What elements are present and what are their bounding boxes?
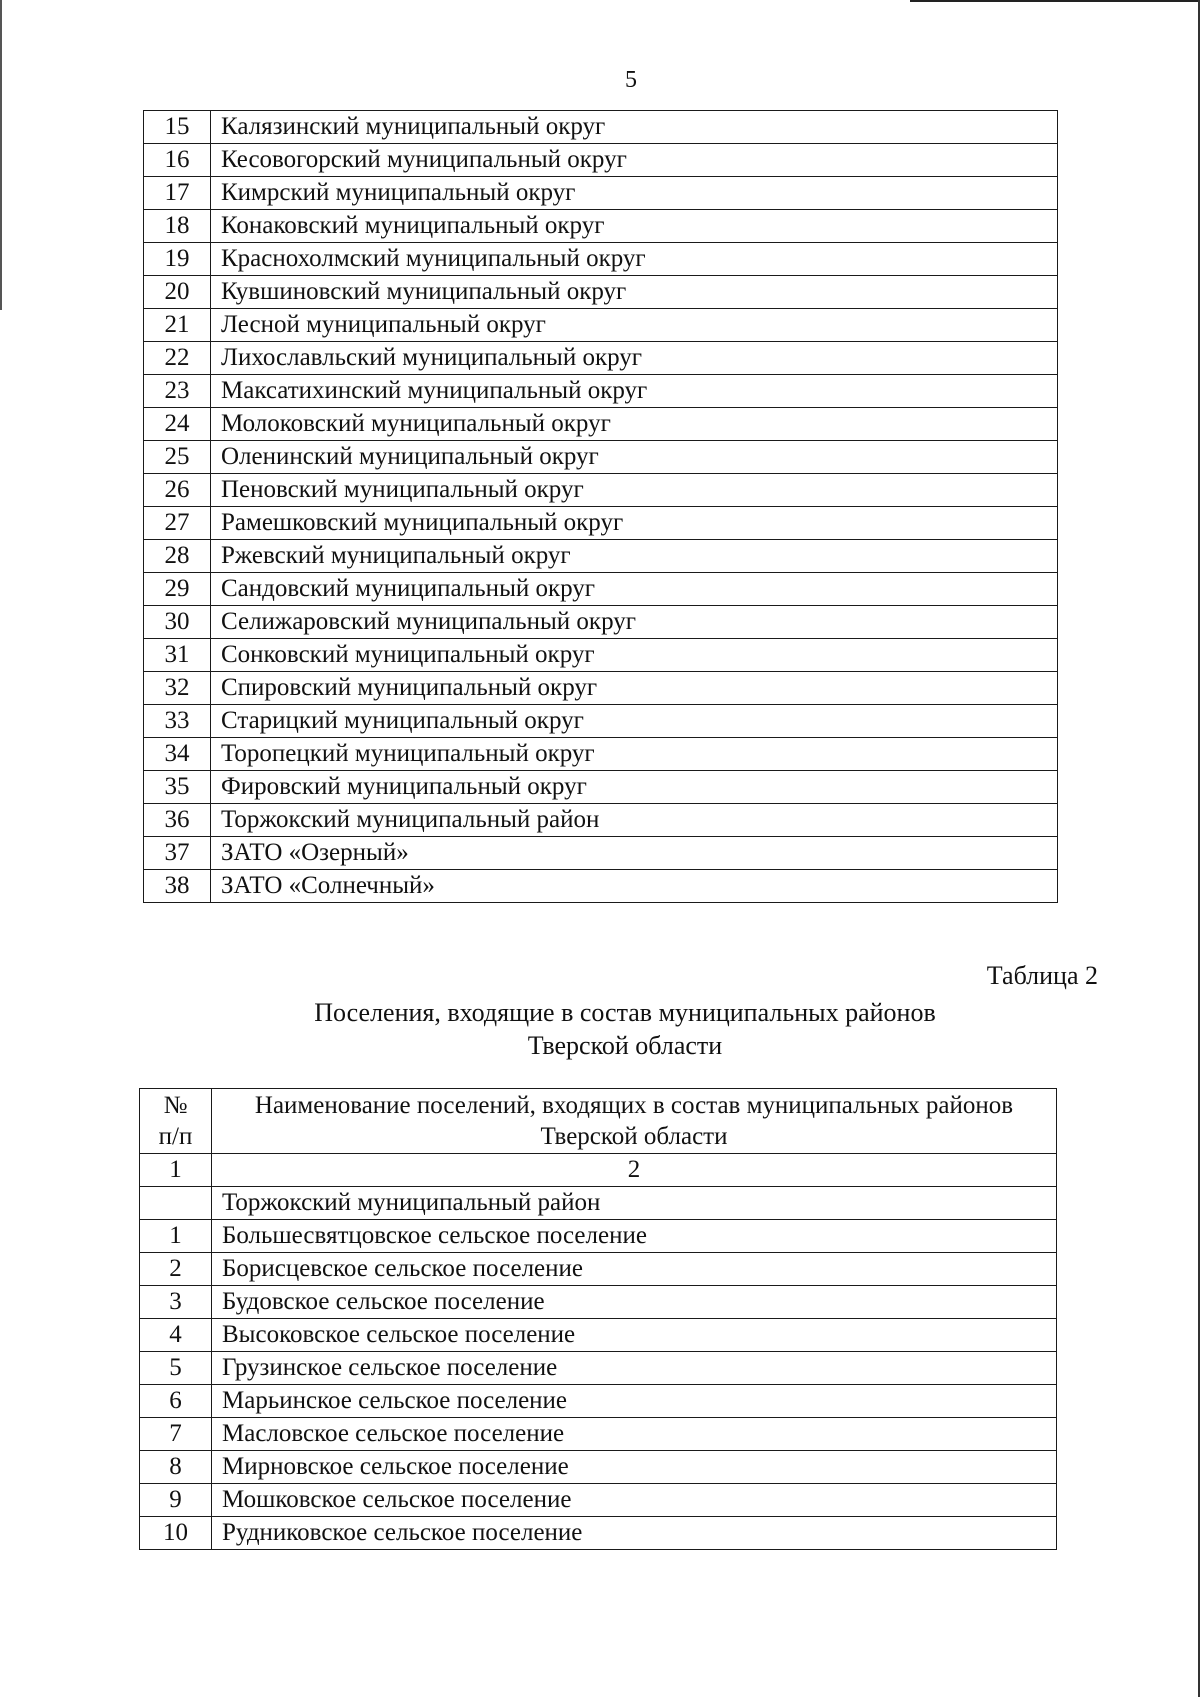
row-number: 37 <box>144 837 211 870</box>
group-title-row <box>140 1187 1057 1220</box>
row-name: Конаковский муниципальный округ <box>211 210 1058 243</box>
row-name: Будовское сельское поселение <box>212 1286 1057 1319</box>
row-number: 21 <box>144 309 211 342</box>
municipal-districts-table <box>143 110 1058 903</box>
table-row <box>144 375 1058 408</box>
row-number: 10 <box>140 1517 212 1550</box>
row-number: 5 <box>140 1352 212 1385</box>
row-number: 3 <box>140 1286 212 1319</box>
table-row <box>144 738 1058 771</box>
row-name: Лихославльский муниципальный округ <box>211 342 1058 375</box>
table-row <box>144 804 1058 837</box>
row-number: 6 <box>140 1385 212 1418</box>
table-row <box>140 1286 1057 1319</box>
table-row <box>144 705 1058 738</box>
row-name: Максатихинский муниципальный округ <box>211 375 1058 408</box>
row-number: 33 <box>144 705 211 738</box>
group-title-num-cell <box>140 1187 212 1220</box>
page-number: 5 <box>625 67 637 93</box>
table-header-row <box>140 1089 1057 1154</box>
header-num-abbrev: п/п <box>158 1123 193 1150</box>
table-2-caption <box>200 996 1050 1062</box>
table-row <box>144 243 1058 276</box>
table-row <box>140 1451 1057 1484</box>
row-number: 1 <box>140 1220 212 1253</box>
table-row <box>144 573 1058 606</box>
table-2-caption-line2: Тверской области <box>527 1031 723 1060</box>
table-row <box>144 672 1058 705</box>
row-name: Мошковское сельское поселение <box>212 1484 1057 1517</box>
scan-edge-left <box>0 0 2 310</box>
row-name: Грузинское сельское поселение <box>212 1352 1057 1385</box>
row-name: Лесной муниципальный округ <box>211 309 1058 342</box>
row-name: Фировский муниципальный округ <box>211 771 1058 804</box>
scan-edge-top <box>910 0 1200 2</box>
row-number: 17 <box>144 177 211 210</box>
row-number: 7 <box>140 1418 212 1451</box>
row-number: 23 <box>144 375 211 408</box>
column-index-row <box>140 1154 1057 1187</box>
row-name: Мирновское сельское поселение <box>212 1451 1057 1484</box>
row-name: Марьинское сельское поселение <box>212 1385 1057 1418</box>
column-index-2: 2 <box>212 1154 1057 1187</box>
table-row <box>144 837 1058 870</box>
row-name: ЗАТО «Озерный» <box>211 837 1058 870</box>
table-row <box>144 639 1058 672</box>
row-name: Большесвятцовское сельское поселение <box>212 1220 1057 1253</box>
row-name: Сандовский муниципальный округ <box>211 573 1058 606</box>
row-number: 8 <box>140 1451 212 1484</box>
row-name: Молоковский муниципальный округ <box>211 408 1058 441</box>
row-name: Пеновский муниципальный округ <box>211 474 1058 507</box>
row-name: Селижаровский муниципальный округ <box>211 606 1058 639</box>
row-name: Ржевский муниципальный округ <box>211 540 1058 573</box>
row-number: 16 <box>144 144 211 177</box>
row-number: 22 <box>144 342 211 375</box>
table-row <box>144 309 1058 342</box>
row-name: Торжокский муниципальный район <box>211 804 1058 837</box>
row-name: Торопецкий муниципальный округ <box>211 738 1058 771</box>
row-number: 20 <box>144 276 211 309</box>
table-row <box>144 606 1058 639</box>
row-number: 31 <box>144 639 211 672</box>
header-name-cell: Наименование поселений, входящих в состав муниципальных районов Тверской области <box>212 1089 1057 1154</box>
table-row <box>144 870 1058 903</box>
table-row <box>144 210 1058 243</box>
row-number: 18 <box>144 210 211 243</box>
row-name: Оленинский муниципальный округ <box>211 441 1058 474</box>
table-row <box>144 111 1058 144</box>
table-2-caption-line1: Поселения, входящие в состав муниципальных районов <box>314 998 936 1027</box>
row-number: 9 <box>140 1484 212 1517</box>
row-number: 26 <box>144 474 211 507</box>
header-num-symbol: № <box>163 1092 188 1119</box>
table-row <box>144 177 1058 210</box>
row-number: 35 <box>144 771 211 804</box>
row-number: 4 <box>140 1319 212 1352</box>
row-name: Спировский муниципальный округ <box>211 672 1058 705</box>
table-row <box>140 1484 1057 1517</box>
row-name: Кувшиновский муниципальный округ <box>211 276 1058 309</box>
table-row <box>144 144 1058 177</box>
row-number: 38 <box>144 870 211 903</box>
row-name: Кесовогорский муниципальный округ <box>211 144 1058 177</box>
row-number: 27 <box>144 507 211 540</box>
table-row <box>140 1253 1057 1286</box>
row-name: Калязинский муниципальный округ <box>211 111 1058 144</box>
table-row <box>140 1517 1057 1550</box>
table-row <box>144 276 1058 309</box>
row-name: Рудниковское сельское поселение <box>212 1517 1057 1550</box>
row-number: 32 <box>144 672 211 705</box>
table-row <box>144 771 1058 804</box>
table-row <box>144 507 1058 540</box>
row-name: Кимрский муниципальный округ <box>211 177 1058 210</box>
row-name: ЗАТО «Солнечный» <box>211 870 1058 903</box>
row-number: 29 <box>144 573 211 606</box>
table-2-label: Таблица 2 <box>986 961 1098 990</box>
row-number: 2 <box>140 1253 212 1286</box>
municipal-districts-table-body <box>144 111 1058 903</box>
row-number: 36 <box>144 804 211 837</box>
row-number: 15 <box>144 111 211 144</box>
column-index-1: 1 <box>140 1154 212 1187</box>
row-number: 25 <box>144 441 211 474</box>
row-name: Высоковское сельское поселение <box>212 1319 1057 1352</box>
table-row <box>144 540 1058 573</box>
settlements-table-body <box>140 1089 1057 1550</box>
row-number: 19 <box>144 243 211 276</box>
group-title: Торжокский муниципальный район <box>212 1187 1057 1220</box>
settlements-table <box>139 1088 1057 1550</box>
row-number: 24 <box>144 408 211 441</box>
table-row <box>144 408 1058 441</box>
row-name: Краснохолмский муниципальный округ <box>211 243 1058 276</box>
row-number: 28 <box>144 540 211 573</box>
table-row <box>144 441 1058 474</box>
row-name: Рамешковский муниципальный округ <box>211 507 1058 540</box>
row-number: 34 <box>144 738 211 771</box>
row-name: Сонковский муниципальный округ <box>211 639 1058 672</box>
header-num-cell <box>140 1089 212 1154</box>
table-row <box>140 1418 1057 1451</box>
table-row <box>140 1352 1057 1385</box>
table-row <box>140 1220 1057 1253</box>
table-row <box>144 342 1058 375</box>
row-name: Старицкий муниципальный округ <box>211 705 1058 738</box>
table-row <box>144 474 1058 507</box>
row-name: Борисцевское сельское поселение <box>212 1253 1057 1286</box>
table-row <box>140 1385 1057 1418</box>
row-name: Масловское сельское поселение <box>212 1418 1057 1451</box>
table-row <box>140 1319 1057 1352</box>
row-number: 30 <box>144 606 211 639</box>
